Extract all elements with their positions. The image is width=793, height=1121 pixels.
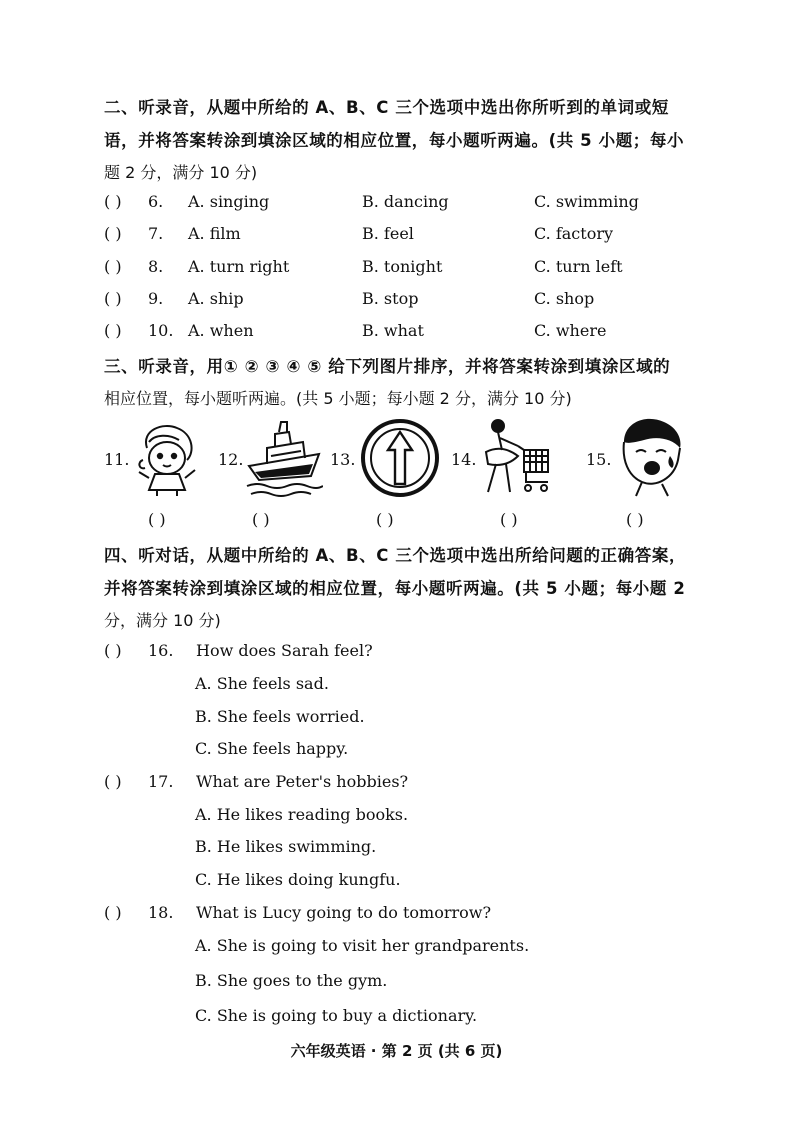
picture-number: 14. bbox=[451, 450, 477, 469]
question-number: 7. bbox=[148, 224, 164, 243]
option-c: C. She is going to buy a dictionary. bbox=[195, 1006, 478, 1025]
question-row bbox=[104, 289, 704, 313]
option-a: A. singing bbox=[188, 192, 270, 211]
picture-number: 15. bbox=[586, 450, 612, 469]
question-row bbox=[104, 224, 704, 248]
question-number: 16. bbox=[148, 641, 174, 660]
answer-blank[interactable]: ( ) bbox=[104, 321, 122, 340]
page-footer: 六年级英语 · 第 2 页 (共 6 页) bbox=[290, 1042, 503, 1060]
answer-blank[interactable]: ( ) bbox=[104, 289, 122, 308]
question-row bbox=[104, 903, 704, 927]
question-text: What are Peter's hobbies? bbox=[196, 772, 409, 791]
question-number: 10. bbox=[148, 321, 174, 340]
shopping-woman-icon bbox=[478, 416, 554, 498]
option-a: A. film bbox=[188, 224, 241, 243]
picture-number: 11. bbox=[104, 450, 130, 469]
question-row bbox=[104, 641, 704, 665]
section4-heading-line3: 分，满分 10 分) bbox=[104, 611, 221, 630]
option-c: C. She feels happy. bbox=[195, 739, 349, 758]
answer-blank[interactable]: ( ) bbox=[104, 192, 122, 211]
question-text: How does Sarah feel? bbox=[196, 641, 373, 660]
question-row bbox=[104, 192, 704, 216]
option-a: A. ship bbox=[188, 289, 244, 308]
option-b: B. dancing bbox=[362, 192, 449, 211]
section2-heading-line1: 二、听录音，从题中所给的 A、B、C 三个选项中选出你所听到的单词或短 bbox=[104, 98, 669, 117]
option-a: A. when bbox=[188, 321, 254, 340]
picture-number: 13. bbox=[330, 450, 356, 469]
answer-blank[interactable]: ( ) bbox=[148, 510, 166, 529]
question-number: 8. bbox=[148, 257, 164, 276]
question-row bbox=[104, 321, 704, 345]
section4-heading-line2: 并将答案转涂到填涂区域的相应位置，每小题听两遍。(共 5 小题；每小题 2 bbox=[104, 579, 686, 598]
answer-blank[interactable]: ( ) bbox=[376, 510, 394, 529]
question-text: What is Lucy going to do tomorrow? bbox=[196, 903, 492, 922]
option-a: A. She is going to visit her grandparents. bbox=[195, 936, 530, 955]
question-row bbox=[104, 772, 704, 796]
option-c: C. turn left bbox=[534, 257, 623, 276]
question-number: 9. bbox=[148, 289, 164, 308]
section2-heading-line3: 题 2 分，满分 10 分) bbox=[104, 163, 258, 182]
answer-blank[interactable]: ( ) bbox=[104, 257, 122, 276]
girl-icon bbox=[133, 420, 203, 496]
section2-heading-line2: 语，并将答案转涂到填涂区域的相应位置，每小题听两遍。(共 5 小题；每小 bbox=[104, 131, 685, 150]
option-c: C. where bbox=[534, 321, 607, 340]
option-b: B. stop bbox=[362, 289, 419, 308]
answer-blank[interactable]: ( ) bbox=[500, 510, 518, 529]
question-number: 6. bbox=[148, 192, 164, 211]
option-a: A. turn right bbox=[188, 257, 290, 276]
option-a: A. She feels sad. bbox=[195, 674, 329, 693]
option-c: C. shop bbox=[534, 289, 595, 308]
option-b: B. what bbox=[362, 321, 424, 340]
option-c: C. factory bbox=[534, 224, 614, 243]
answer-blank[interactable]: ( ) bbox=[252, 510, 270, 529]
option-b: B. She feels worried. bbox=[195, 707, 365, 726]
answer-blank[interactable]: ( ) bbox=[104, 224, 122, 243]
section3-heading-line1: 三、听录音，用① ② ③ ④ ⑤ 给下列图片排序，并将答案转涂到填涂区域的 bbox=[104, 357, 671, 376]
option-c: C. He likes doing kungfu. bbox=[195, 870, 401, 889]
option-b: B. She goes to the gym. bbox=[195, 971, 388, 990]
option-a: A. He likes reading books. bbox=[195, 805, 409, 824]
option-b: B. feel bbox=[362, 224, 414, 243]
answer-blank[interactable]: ( ) bbox=[104, 772, 122, 791]
picture-number: 12. bbox=[218, 450, 244, 469]
section3-heading-line2: 相应位置，每小题听两遍。(共 5 小题；每小题 2 分，满分 10 分) bbox=[104, 389, 572, 408]
option-c: C. swimming bbox=[534, 192, 639, 211]
option-b: B. tonight bbox=[362, 257, 443, 276]
crying-boy-icon bbox=[616, 416, 688, 498]
question-number: 17. bbox=[148, 772, 174, 791]
answer-blank[interactable]: ( ) bbox=[104, 903, 122, 922]
option-b: B. He likes swimming. bbox=[195, 837, 377, 856]
ship-icon bbox=[245, 418, 323, 498]
section4-heading-line1: 四、听对话，从题中所给的 A、B、C 三个选项中选出所给问题的正确答案， bbox=[104, 546, 687, 565]
answer-blank[interactable]: ( ) bbox=[104, 641, 122, 660]
question-row bbox=[104, 257, 704, 281]
go-straight-sign-icon bbox=[360, 418, 440, 498]
question-number: 18. bbox=[148, 903, 174, 922]
answer-blank[interactable]: ( ) bbox=[626, 510, 644, 529]
